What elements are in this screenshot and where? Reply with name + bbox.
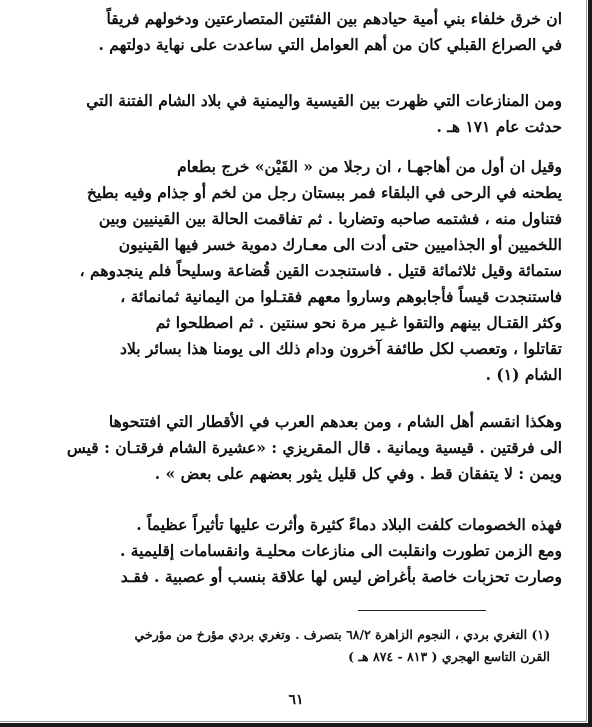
paragraph-line: تقاتلوا ، وتعصب لكل طائفة آخرون ودام ذلك الى يومنا هذا بسائر بلاد: [120, 339, 562, 358]
page-number: ٦١: [288, 692, 304, 708]
paragraph-line: وقيل ان أول من أهاجهـا ، ان رجلا من « القَيْن» خرج بطعام: [177, 157, 562, 176]
paragraph-line: في الصراع القبلي كان من أهم العوامل التي ساعدت على نهاية دولتهم .: [98, 35, 562, 54]
footnote: [40, 624, 550, 668]
paragraph-line: فهذه الخصومات كلفت البلاد دماءً كثيرة وأثرت عليها تأثيراً عظيماً .: [136, 515, 562, 534]
paragraph-line: وهكذا انقسم أهل الشام ، ومن بعدهم العرب في الأقطار التي افتتحوها: [108, 412, 562, 431]
paragraph-line: ستمائة وقيل ثلاثمائة قتيل . فاستنجدت القين قُضاعة وسليحاً فلم ينجدوهم ،: [79, 261, 562, 280]
paragraph-line: اللخميين أو الجذاميين حتى أدت الى معـارك دموية خسر فيها القينيون: [118, 235, 562, 254]
paragraph-line: فتناول منه ، فشتمه صاحبه وتضاربا . ثم تفاقمت الحالة بين القينيين وبين: [98, 209, 562, 228]
paragraph-line: ومع الزمن تطورت وانقلبت الى منازعات محليـة وانقسامات إقليمية .: [119, 541, 562, 560]
paragraph-4: [40, 409, 562, 487]
paragraph-line: ومن المنازعات التي ظهرت بين القيسية واليمنية في بلاد الشام الفتنة التي: [86, 91, 562, 110]
paragraph-3: [40, 154, 562, 388]
paragraph-line: الى فرقتين . قيسية ويمانية . قال المقريزي : «عشيرة الشام فرقتـان : قيس: [66, 438, 562, 457]
paragraph-line: حدثت عام ١٧١ هـ .: [436, 117, 562, 136]
footnote-line: القرن التاسع الهجري ( ٨١٣ - ٨٧٤ هـ ): [348, 649, 550, 664]
footnote-line: (١) التغري بردي ، النجوم الزاهرة ٦٨/٢ بتصرف . وتغري بردي مؤرخ من مؤرخي: [134, 627, 550, 642]
paragraph-line: يطحنه في الرحى في البلقاء فمر ببستان رجل من لخم أو جذام وفيه بطيخ: [86, 183, 562, 202]
paragraph-line: وكثر القتـال بينهم والتقوا غـير مرة نحو سنتين . ثم اصطلحوا ثم: [155, 313, 562, 332]
paragraph-line: الشام (١) .: [485, 365, 562, 384]
footnote-separator: [358, 610, 486, 611]
paragraph-line: ويمن : لا يتفقان قط . وفي كل قليل يثور بعضهم على بعض » .: [154, 464, 562, 483]
paragraph-line: وصارت تحزبات خاصة بأغراض ليس لها علاقة بنسب أو عصبية . فقـد: [120, 567, 562, 586]
paragraph-line: فاستنجدت قيساً فأجابوهم وساروا معهم فقتـلوا من اليمانية ثمانمائة ،: [120, 287, 562, 306]
paragraph-1: [40, 6, 562, 58]
paragraph-5: [40, 512, 562, 590]
paragraph-2: [40, 88, 562, 140]
paragraph-line: ان خرق خلفاء بني أمية حيادهم بين الفئتين المتصارعتين ودخولهم فريقاً: [106, 9, 562, 28]
